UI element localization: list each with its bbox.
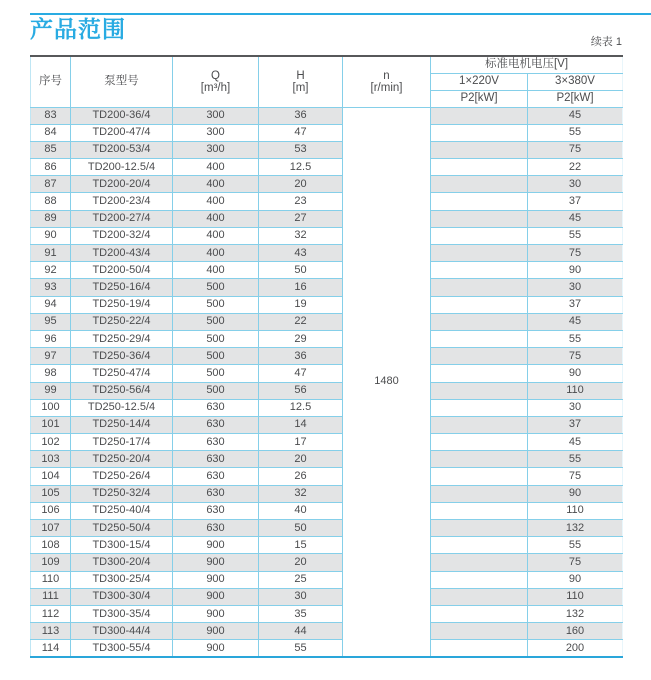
cell-h: 22 xyxy=(259,313,343,330)
cell-q: 500 xyxy=(173,279,259,296)
cell-h: 27 xyxy=(259,210,343,227)
cell-q: 500 xyxy=(173,382,259,399)
cell-p2-380: 55 xyxy=(528,537,623,554)
table-row xyxy=(31,416,623,433)
cell-serial: 104 xyxy=(31,468,71,485)
cell-model: TD250-47/4 xyxy=(71,365,173,382)
cell-p2-220 xyxy=(431,623,528,640)
cell-h: 30 xyxy=(259,588,343,605)
cell-h: 40 xyxy=(259,502,343,519)
cell-model: TD250-12.5/4 xyxy=(71,399,173,416)
table-row xyxy=(31,330,623,347)
cell-serial: 90 xyxy=(31,227,71,244)
cell-p2-220 xyxy=(431,313,528,330)
cell-model: TD300-35/4 xyxy=(71,605,173,622)
cell-h: 47 xyxy=(259,124,343,141)
cell-p2-220 xyxy=(431,227,528,244)
cell-q: 500 xyxy=(173,348,259,365)
cell-h: 29 xyxy=(259,330,343,347)
cell-p2-380: 110 xyxy=(528,588,623,605)
cell-model: TD250-29/4 xyxy=(71,330,173,347)
cell-q: 900 xyxy=(173,605,259,622)
header-serial: 序号 xyxy=(31,56,71,107)
cell-model: TD200-12.5/4 xyxy=(71,159,173,176)
cell-q: 630 xyxy=(173,416,259,433)
cell-p2-220 xyxy=(431,296,528,313)
cell-h: 26 xyxy=(259,468,343,485)
cell-model: TD250-22/4 xyxy=(71,313,173,330)
header-n-symbol: n xyxy=(383,69,390,82)
table-row xyxy=(31,279,623,296)
table-row xyxy=(31,313,623,330)
cell-p2-220 xyxy=(431,348,528,365)
cell-p2-220 xyxy=(431,245,528,262)
cell-h: 20 xyxy=(259,554,343,571)
cell-serial: 87 xyxy=(31,176,71,193)
cell-serial: 88 xyxy=(31,193,71,210)
cell-p2-220 xyxy=(431,451,528,468)
header-q-symbol: Q xyxy=(211,69,220,82)
cell-model: TD200-20/4 xyxy=(71,176,173,193)
cell-serial: 102 xyxy=(31,434,71,451)
cell-q: 400 xyxy=(173,245,259,262)
cell-p2-380: 75 xyxy=(528,468,623,485)
cell-model: TD300-25/4 xyxy=(71,571,173,588)
cell-h: 47 xyxy=(259,365,343,382)
cell-model: TD200-23/4 xyxy=(71,193,173,210)
table-row xyxy=(31,468,623,485)
cell-serial: 86 xyxy=(31,159,71,176)
cell-serial: 95 xyxy=(31,313,71,330)
table-row xyxy=(31,382,623,399)
table-row xyxy=(31,210,623,227)
cell-q: 400 xyxy=(173,159,259,176)
cell-serial: 99 xyxy=(31,382,71,399)
cell-p2-380: 22 xyxy=(528,159,623,176)
cell-serial: 105 xyxy=(31,485,71,502)
cell-p2-380: 75 xyxy=(528,348,623,365)
cell-q: 630 xyxy=(173,399,259,416)
cell-serial: 91 xyxy=(31,245,71,262)
cell-q: 900 xyxy=(173,571,259,588)
cell-serial: 97 xyxy=(31,348,71,365)
cell-p2-220 xyxy=(431,468,528,485)
cell-p2-380: 132 xyxy=(528,520,623,537)
cell-p2-220 xyxy=(431,193,528,210)
cell-q: 400 xyxy=(173,176,259,193)
table-row xyxy=(31,605,623,622)
cell-q: 500 xyxy=(173,296,259,313)
header-n xyxy=(343,56,431,107)
cell-p2-380: 55 xyxy=(528,330,623,347)
cell-p2-380: 75 xyxy=(528,141,623,158)
cell-h: 32 xyxy=(259,227,343,244)
cell-h: 53 xyxy=(259,141,343,158)
cell-model: TD250-16/4 xyxy=(71,279,173,296)
cell-p2-380: 132 xyxy=(528,605,623,622)
cell-model: TD250-19/4 xyxy=(71,296,173,313)
page-top-rule xyxy=(30,13,651,15)
table-row xyxy=(31,193,623,210)
cell-h: 14 xyxy=(259,416,343,433)
cell-serial: 109 xyxy=(31,554,71,571)
cell-p2-380: 30 xyxy=(528,176,623,193)
cell-serial: 106 xyxy=(31,502,71,519)
cell-p2-380: 75 xyxy=(528,554,623,571)
cell-h: 43 xyxy=(259,245,343,262)
cell-p2-380: 75 xyxy=(528,245,623,262)
cell-q: 500 xyxy=(173,365,259,382)
cell-p2-220 xyxy=(431,399,528,416)
header-q xyxy=(173,56,259,107)
cell-model: TD250-17/4 xyxy=(71,434,173,451)
cell-h: 56 xyxy=(259,382,343,399)
cell-p2-220 xyxy=(431,605,528,622)
cell-serial: 93 xyxy=(31,279,71,296)
cell-model: TD250-50/4 xyxy=(71,520,173,537)
cell-q: 900 xyxy=(173,640,259,657)
header-model: 泵型号 xyxy=(71,56,173,107)
table-row xyxy=(31,399,623,416)
cell-p2-220 xyxy=(431,537,528,554)
table-body xyxy=(31,107,623,657)
cell-h: 20 xyxy=(259,176,343,193)
cell-p2-380: 45 xyxy=(528,210,623,227)
cell-p2-220 xyxy=(431,159,528,176)
cell-p2-220 xyxy=(431,416,528,433)
cell-p2-220 xyxy=(431,571,528,588)
header-h-symbol: H xyxy=(296,69,305,82)
table-row xyxy=(31,227,623,244)
header-n-unit: [r/min] xyxy=(370,81,403,94)
cell-model: TD250-40/4 xyxy=(71,502,173,519)
cell-serial: 84 xyxy=(31,124,71,141)
cell-serial: 101 xyxy=(31,416,71,433)
cell-h: 19 xyxy=(259,296,343,313)
table-row xyxy=(31,348,623,365)
table-row xyxy=(31,141,623,158)
header-h-unit: [m] xyxy=(292,81,309,94)
cell-model: TD200-47/4 xyxy=(71,124,173,141)
cell-p2-220 xyxy=(431,485,528,502)
cell-p2-380: 45 xyxy=(528,434,623,451)
cell-model: TD300-20/4 xyxy=(71,554,173,571)
cell-h: 32 xyxy=(259,485,343,502)
cell-q: 900 xyxy=(173,623,259,640)
table-row xyxy=(31,451,623,468)
cell-p2-380: 90 xyxy=(528,571,623,588)
header-p2-220: P2[kW] xyxy=(431,90,528,107)
cell-p2-220 xyxy=(431,382,528,399)
cell-p2-380: 90 xyxy=(528,485,623,502)
cell-h: 23 xyxy=(259,193,343,210)
cell-p2-220 xyxy=(431,124,528,141)
cell-model: TD250-20/4 xyxy=(71,451,173,468)
header-voltage-group: 标准电机电压[V] xyxy=(431,56,623,73)
cell-p2-380: 90 xyxy=(528,262,623,279)
table-row xyxy=(31,571,623,588)
table-row xyxy=(31,176,623,193)
cell-serial: 96 xyxy=(31,330,71,347)
cell-p2-380: 110 xyxy=(528,502,623,519)
cell-p2-220 xyxy=(431,141,528,158)
cell-p2-220 xyxy=(431,107,528,124)
cell-p2-220 xyxy=(431,365,528,382)
header-h xyxy=(259,56,343,107)
header-voltage-220: 1×220V xyxy=(431,73,528,90)
cell-p2-220 xyxy=(431,176,528,193)
cell-p2-220 xyxy=(431,502,528,519)
cell-h: 12.5 xyxy=(259,159,343,176)
cell-p2-380: 37 xyxy=(528,193,623,210)
cell-h: 36 xyxy=(259,107,343,124)
table-row xyxy=(31,245,623,262)
cell-p2-220 xyxy=(431,434,528,451)
header-row-1 xyxy=(31,56,623,73)
cell-serial: 98 xyxy=(31,365,71,382)
cell-p2-380: 55 xyxy=(528,124,623,141)
cell-serial: 113 xyxy=(31,623,71,640)
cell-q: 630 xyxy=(173,485,259,502)
cell-q: 630 xyxy=(173,434,259,451)
cell-q: 630 xyxy=(173,502,259,519)
cell-h: 36 xyxy=(259,348,343,365)
cell-model: TD200-32/4 xyxy=(71,227,173,244)
product-range-table xyxy=(30,55,623,658)
table-row xyxy=(31,365,623,382)
cell-p2-220 xyxy=(431,210,528,227)
cell-p2-380: 55 xyxy=(528,227,623,244)
cell-q: 500 xyxy=(173,313,259,330)
table-row xyxy=(31,537,623,554)
header-p2-380: P2[kW] xyxy=(528,90,623,107)
cell-p2-220 xyxy=(431,554,528,571)
table-row xyxy=(31,107,623,124)
cell-q: 400 xyxy=(173,210,259,227)
cell-q: 630 xyxy=(173,520,259,537)
cell-q: 630 xyxy=(173,451,259,468)
table-row xyxy=(31,159,623,176)
cell-serial: 108 xyxy=(31,537,71,554)
cell-p2-220 xyxy=(431,279,528,296)
cell-model: TD200-53/4 xyxy=(71,141,173,158)
cell-p2-380: 110 xyxy=(528,382,623,399)
cell-serial: 114 xyxy=(31,640,71,657)
header-q-unit: [m³/h] xyxy=(200,81,231,94)
cell-model: TD200-43/4 xyxy=(71,245,173,262)
cell-h: 17 xyxy=(259,434,343,451)
table-row xyxy=(31,485,623,502)
cell-serial: 92 xyxy=(31,262,71,279)
cell-h: 44 xyxy=(259,623,343,640)
cell-p2-380: 90 xyxy=(528,365,623,382)
cell-h: 12.5 xyxy=(259,399,343,416)
cell-model: TD300-55/4 xyxy=(71,640,173,657)
cell-p2-380: 160 xyxy=(528,623,623,640)
table-row xyxy=(31,502,623,519)
cell-serial: 85 xyxy=(31,141,71,158)
table-row xyxy=(31,262,623,279)
table-row xyxy=(31,554,623,571)
table-row xyxy=(31,124,623,141)
cell-serial: 100 xyxy=(31,399,71,416)
cell-model: TD250-32/4 xyxy=(71,485,173,502)
cell-q: 630 xyxy=(173,468,259,485)
cell-h: 50 xyxy=(259,520,343,537)
cell-serial: 111 xyxy=(31,588,71,605)
cell-p2-380: 37 xyxy=(528,296,623,313)
cell-h: 20 xyxy=(259,451,343,468)
cell-serial: 112 xyxy=(31,605,71,622)
cell-model: TD200-36/4 xyxy=(71,107,173,124)
cell-model: TD300-15/4 xyxy=(71,537,173,554)
cell-h: 35 xyxy=(259,605,343,622)
cell-p2-380: 200 xyxy=(528,640,623,657)
cell-p2-380: 30 xyxy=(528,399,623,416)
cell-q: 500 xyxy=(173,330,259,347)
continuation-note: 续表 1 xyxy=(590,36,622,48)
cell-q: 300 xyxy=(173,141,259,158)
cell-q: 900 xyxy=(173,588,259,605)
table-row xyxy=(31,434,623,451)
table-row xyxy=(31,623,623,640)
cell-h: 15 xyxy=(259,537,343,554)
cell-h: 55 xyxy=(259,640,343,657)
cell-p2-380: 37 xyxy=(528,416,623,433)
cell-p2-380: 30 xyxy=(528,279,623,296)
table-row xyxy=(31,640,623,657)
header-voltage-380: 3×380V xyxy=(528,73,623,90)
cell-serial: 107 xyxy=(31,520,71,537)
cell-q: 400 xyxy=(173,193,259,210)
cell-p2-220 xyxy=(431,640,528,657)
cell-q: 300 xyxy=(173,124,259,141)
table-row xyxy=(31,588,623,605)
cell-p2-220 xyxy=(431,520,528,537)
cell-h: 16 xyxy=(259,279,343,296)
cell-p2-380: 45 xyxy=(528,107,623,124)
table-row xyxy=(31,520,623,537)
cell-model: TD200-50/4 xyxy=(71,262,173,279)
cell-h: 25 xyxy=(259,571,343,588)
cell-model: TD250-56/4 xyxy=(71,382,173,399)
cell-serial: 110 xyxy=(31,571,71,588)
cell-serial: 83 xyxy=(31,107,71,124)
cell-p2-220 xyxy=(431,588,528,605)
cell-model: TD300-44/4 xyxy=(71,623,173,640)
cell-p2-380: 55 xyxy=(528,451,623,468)
cell-model: TD250-26/4 xyxy=(71,468,173,485)
cell-q: 900 xyxy=(173,537,259,554)
cell-serial: 94 xyxy=(31,296,71,313)
cell-q: 400 xyxy=(173,262,259,279)
cell-model: TD200-27/4 xyxy=(71,210,173,227)
table-row xyxy=(31,296,623,313)
cell-h: 50 xyxy=(259,262,343,279)
cell-model: TD250-14/4 xyxy=(71,416,173,433)
cell-n-merged: 1480 xyxy=(343,107,431,657)
cell-p2-220 xyxy=(431,330,528,347)
cell-model: TD250-36/4 xyxy=(71,348,173,365)
cell-serial: 103 xyxy=(31,451,71,468)
cell-p2-220 xyxy=(431,262,528,279)
page-title: 产品范围 xyxy=(30,16,126,42)
cell-serial: 89 xyxy=(31,210,71,227)
cell-p2-380: 45 xyxy=(528,313,623,330)
cell-q: 400 xyxy=(173,227,259,244)
cell-q: 300 xyxy=(173,107,259,124)
table-header xyxy=(31,56,623,107)
cell-model: TD300-30/4 xyxy=(71,588,173,605)
cell-q: 900 xyxy=(173,554,259,571)
